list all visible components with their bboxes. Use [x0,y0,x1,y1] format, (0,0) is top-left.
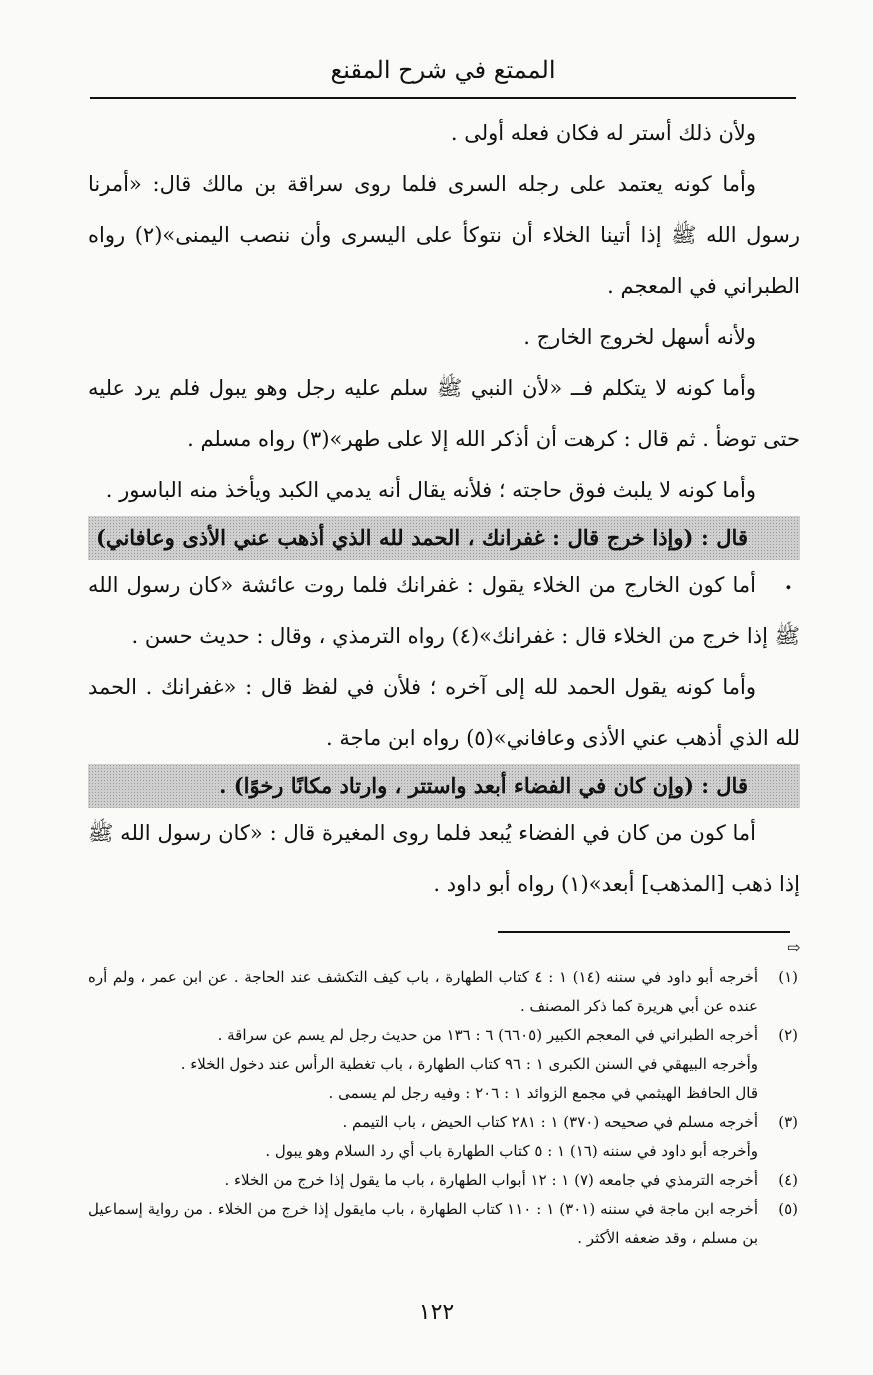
footnote-text: وأخرجه البيهقي في السنن الكبرى ١ : ٩٦ كتاب الطهارة ، باب تغطية الرأس عند دخول الخلاء . [180,1055,758,1073]
footnote-text: أخرجه مسلم في صحيحه (٣٧٠) ١ : ٢٨١ كتاب الحيض ، باب التيمم . [342,1113,758,1131]
footnote-separator [498,931,790,933]
footnote-item [88,1079,798,1108]
footnote-item [88,1166,798,1195]
footnote-text: أخرجه الترمذي في جامعه (٧) ١ : ١٢ أبواب الطهارة ، باب ما يقول إذا خرج من الخلاء . [224,1171,758,1189]
footnote-text: أخرجه أبو داود في سننه (١٤) ١ : ٤ كتاب الطهارة ، باب كيف التكشف عند الحاجة . عن ابن عمر ، ولم أره عنده عن أبي هريرة كما ذكر المصنف . [88,968,759,1015]
footnote-text: وأخرجه أبو داود في سننه (١٦) ١ : ٥ كتاب الطهارة باب أي رد السلام وهو يبول . [265,1142,758,1160]
footnote-item [88,1050,798,1079]
paragraph: وأما كونه لا يلبث فوق حاجته ؛ فلأنه يقال أنه يدمي الكبد ويأخذ منه الباسور . [105,478,756,502]
footnote-number: (٢) [778,1026,798,1044]
footnote-number: (٣) [778,1113,798,1131]
footnote-item [88,1137,798,1166]
footnote-text: أخرجه ابن ماجة في سننه (٣٠١) ١ : ١١٠ كتاب الطهارة ، باب مايقول إذا خرج من الخلاء . من رواية إسماعيل بن مسلم ، وقد ضعفه الأكثر . [88,1200,758,1247]
footnote-text: أخرجه الطبراني في المعجم الكبير (٦٦٠٥) ٦ : ١٣٦ من حديث رجل لم يسم عن سراقة . [217,1026,758,1044]
footnote-number: (٤) [778,1171,798,1189]
footnotes [88,963,798,1253]
footnote-number: (٥) [778,1200,798,1218]
main-text [88,108,800,910]
matn-heading: قال : (وإذا خرج قال : غفرانك ، الحمد لله الذي أذهب عني الأذى وعافاني) . [88,516,800,560]
page-number: ١٢٢ [418,1300,455,1325]
paragraph: وأما كونه لا يتكلم فــ «لأن النبي ﷺ سلم عليه رجل وهو يبول فلم يرد عليه حتى توضأ . ثم قال : كرهت أن أذكر الله إلا على طهر»(٣) رواه مسلم . [88,376,800,451]
footnote-item [88,1108,798,1137]
matn-heading: قال : (وإن كان في الفضاء أبعد واستتر ، وارتاد مكانًا رخوًا) . [88,764,800,808]
footnote-number: (١) [778,968,798,986]
paragraph: وأما كونه يقول الحمد لله إلى آخره ؛ فلأن في لفظ قال : «غفرانك . الحمد لله الذي أذهب عني الأذى وعافاني»(٥) رواه ابن ماجة . [88,675,800,750]
running-header: الممتع في شرح المقنع [330,56,556,84]
continuation-arrow-icon: ⇨ [787,938,801,957]
paragraph: أما كون الخارج من الخلاء يقول : غفرانك فلما روت عائشة «كان رسول الله ﷺ إذا خرج من الخلاء قال : غفرانك»(٤) رواه الترمذي ، وقال : حديث حسن . [88,573,800,648]
footnote-item [88,963,798,1021]
paragraph: وأما كونه يعتمد على رجله السرى فلما روى سراقة بن مالك قال: «أمرنا رسول الله ﷺ إذا أتينا الخلاء أن نتوكأ على اليسرى وأن ننصب اليمنى»(٢) رواه الطبراني في المعجم . [88,172,800,298]
header-rule [90,97,796,99]
paragraph: ولأن ذلك أستر له فكان فعله أولى . [450,121,756,145]
paragraph: أما كون من كان في الفضاء يُبعد فلما روى المغيرة قال : «كان رسول الله ﷺ إذا ذهب [المذهب] أبعد»(١) رواه أبو داود . [88,821,800,896]
footnote-item [88,1195,798,1253]
footnote-text: قال الحافظ الهيثمي في مجمع الزوائد ١ : ٢٠٦ : وفيه رجل لم يسمى . [328,1084,758,1102]
footnote-item [88,1021,798,1050]
paragraph: ولأنه أسهل لخروج الخارج . [523,325,756,349]
